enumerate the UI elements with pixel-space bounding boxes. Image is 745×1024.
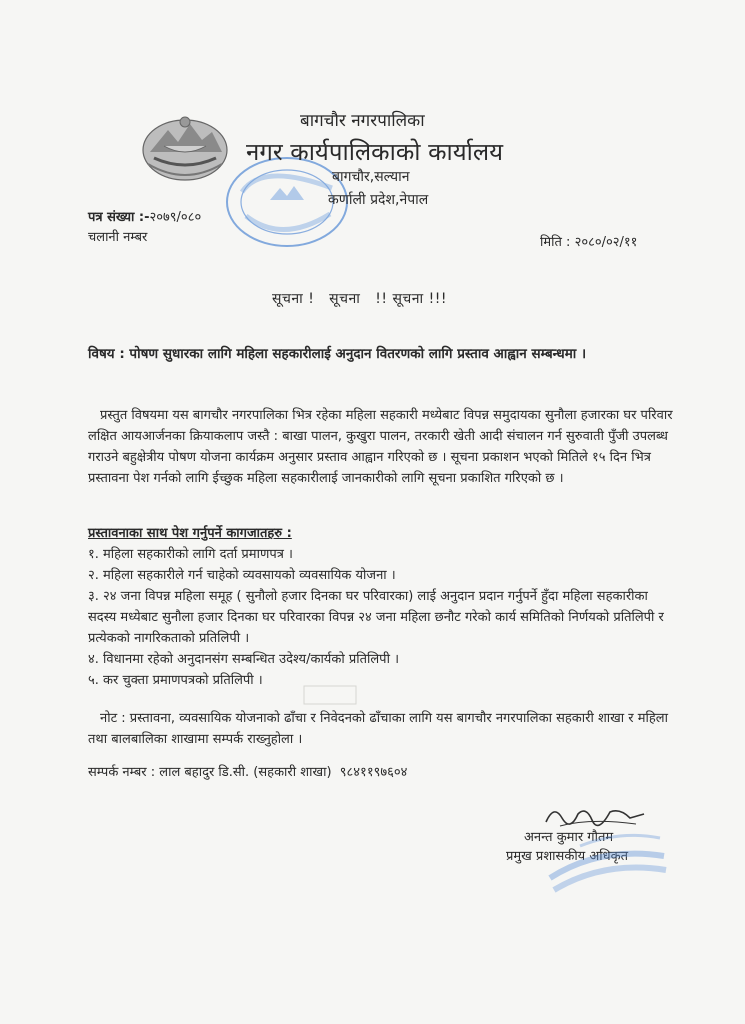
letterhead bbox=[0, 0, 745, 260]
notice-title: सूचना ! सूचना !! सूचना !!! bbox=[272, 291, 447, 307]
list-item: ५. कर चुक्ता प्रमाणपत्रको प्रतिलिपी । bbox=[88, 673, 263, 688]
official-stamp-icon bbox=[540, 826, 670, 896]
subject-line: विषय : पोषण सुधारका लागि महिला सहकारीलाई अनुदान वितरणको लागि प्रस्ताव आह्वान सम्बन्धमा । bbox=[88, 346, 587, 362]
list-item: ३. २४ जना विपन्न महिला समूह ( सुनौलो हजार दिनका घर परिवारका) लाई अनुदान प्रदान गर्नुपर्ने हुँदा महिला सहकारीका सदस्य मध्येबाट सुनौला हजार दिनका घर परिवारका विपन्न २४ जना महिला छनौट गरेको कार्य समितिको निर्णयको प्रतिलिपी र प्रत्येकको नागरिकताको प्रतिलिपी । bbox=[88, 589, 664, 646]
office-name: नगर कार्यपालिकाको कार्यालय bbox=[246, 138, 504, 166]
list-item: ४. विधानमा रहेको अनुदानसंग सम्बन्धित उदेश्य/कार्यको प्रतिलिपी । bbox=[88, 652, 399, 667]
documents-list bbox=[88, 544, 678, 691]
note-paragraph: नोट : प्रस्तावना, व्यवसायिक योजनाको ढाँचा र निवेदनको ढाँचाका लागि यस बागचौर नगरपालिका सहकारी शाखा र महिला तथा बालबालिका शाखामा सम्पर्क राख्नुहोला । bbox=[88, 711, 668, 747]
reference-number bbox=[88, 207, 201, 225]
dispatch-number-label: चलानी नम्बर bbox=[88, 230, 148, 245]
office-location: बागचौर,सल्यान bbox=[332, 169, 410, 185]
reference-value: २०७९/०८० bbox=[149, 210, 202, 225]
letter-date: मिति : २०८०/०२/११ bbox=[540, 235, 638, 250]
signer-name: अनन्त कुमार गौतम bbox=[524, 830, 614, 845]
nepal-emblem-icon bbox=[140, 112, 230, 184]
faint-mark-icon bbox=[300, 680, 360, 710]
contact-line: सम्पर्क नम्बर : लाल बहादुर डि.सी. (सहकारी शाखा) ९८४११९७६०४ bbox=[88, 765, 408, 780]
signer-title: प्रमुख प्रशासकीय अधिकृत bbox=[506, 849, 629, 864]
list-item: १. महिला सहकारीको लागि दर्ता प्रमाणपत्र । bbox=[88, 547, 293, 562]
list-item: २. महिला सहकारीले गर्न चाहेको व्यवसायको व्यवसायिक योजना । bbox=[88, 568, 396, 583]
documents-heading: प्रस्तावनाका साथ पेश गर्नुपर्ने कागजातहरु : bbox=[88, 526, 292, 541]
body-paragraph: प्रस्तुत विषयमा यस बागचौर नगरपालिका भित्र रहेका महिला सहकारी मध्येबाट विपन्न समुदायका सुनौला हजारका घर परिवार लक्षित आयआर्जनका क्रियाकलाप जस्तै : बाखा पालन, कुखुरा पालन, तरकारी खेती आदी संचालन गर्न सुरुवाती पुँजी उपलब्ध गराउने बहुक्षेत्रीय पोषण योजना कार्यक्रम अनुसार प्रस्ताव आह्वान गरिएको छ । सूचना प्रकाशन भएको मितिले १५ दिन भित्र प्रस्तावना पेश गर्नको लागि ईच्छुक महिला सहकारीलाई जानकारीको लागि सूचना प्रकाशित गरिएको छ । bbox=[88, 408, 673, 486]
municipality-name: बागचौर नगरपालिका bbox=[300, 111, 425, 131]
office-province: कर्णाली प्रदेश,नेपाल bbox=[328, 192, 429, 208]
reference-label: पत्र संख्या :- bbox=[88, 210, 150, 225]
